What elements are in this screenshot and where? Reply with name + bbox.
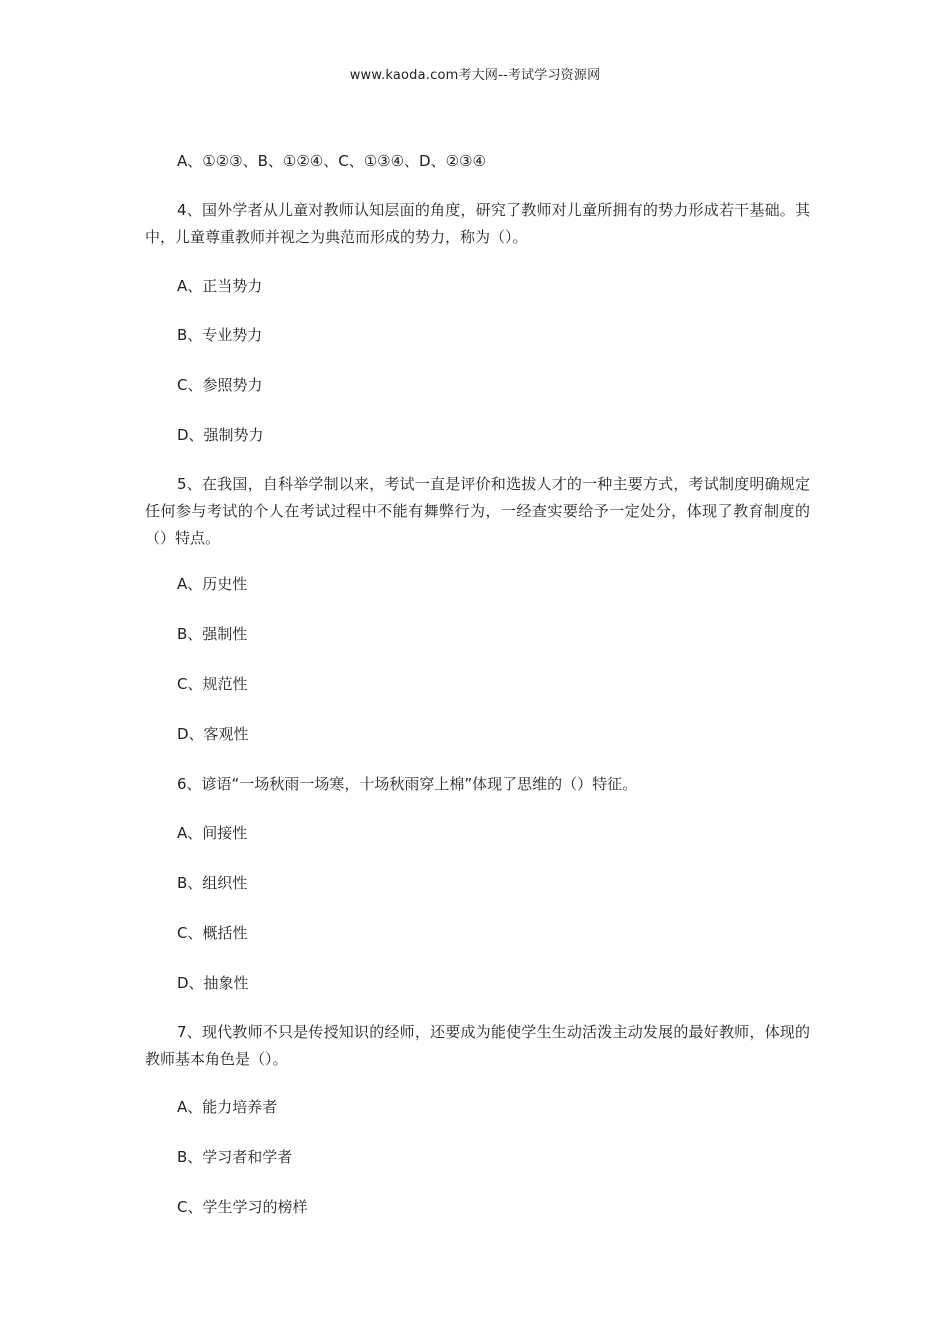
- question-5-option-b: B、强制性: [177, 625, 248, 643]
- question-5-option-d: D、客观性: [177, 725, 249, 743]
- question-7-option-b: B、学习者和学者: [177, 1148, 293, 1166]
- q3-answer-options: A、①②③、B、①②④、C、①③④、D、②③④: [177, 152, 486, 170]
- question-4-stem: 4、国外学者从儿童对教师认知层面的角度，研究了教师对儿童所拥有的势力形成若干基础。其中，儿童尊重教师并视之为典范而形成的势力，称为（）。: [145, 201, 810, 246]
- question-5-option-a: A、历史性: [177, 575, 248, 593]
- question-6-option-a: A、间接性: [177, 824, 248, 842]
- question-6-option-d: D、抽象性: [177, 974, 249, 992]
- question-7-option-a: A、能力培养者: [177, 1098, 278, 1116]
- question-6-option-b: B、组织性: [177, 874, 248, 892]
- question-7-option-c: C、学生学习的榜样: [177, 1198, 308, 1216]
- question-6-option-c: C、概括性: [177, 924, 248, 942]
- question-5-option-c: C、规范性: [177, 675, 248, 693]
- question-4-option-b: B、专业势力: [177, 326, 263, 344]
- question-4-option-a: A、正当势力: [177, 277, 263, 295]
- page-header: www.kaoda.com考大网--考试学习资源网: [349, 68, 601, 83]
- question-4-option-c: C、参照势力: [177, 376, 263, 394]
- question-4-option-d: D、强制势力: [177, 426, 264, 444]
- question-5-stem: 5、在我国，自科举学制以来，考试一直是评价和选拔人才的一种主要方式，考试制度明确规定任何参与考试的个人在考试过程中不能有舞弊行为，一经查实要给予一定处分，体现了教育制度的（）特点。: [145, 475, 810, 547]
- question-7-stem: 7、现代教师不只是传授知识的经师，还要成为能使学生生动活泼主动发展的最好教师，体现的教师基本角色是（）。: [145, 1023, 810, 1068]
- question-6-stem: 6、谚语“一场秋雨一场寒，十场秋雨穿上棉”体现了思维的（）特征。: [177, 775, 638, 793]
